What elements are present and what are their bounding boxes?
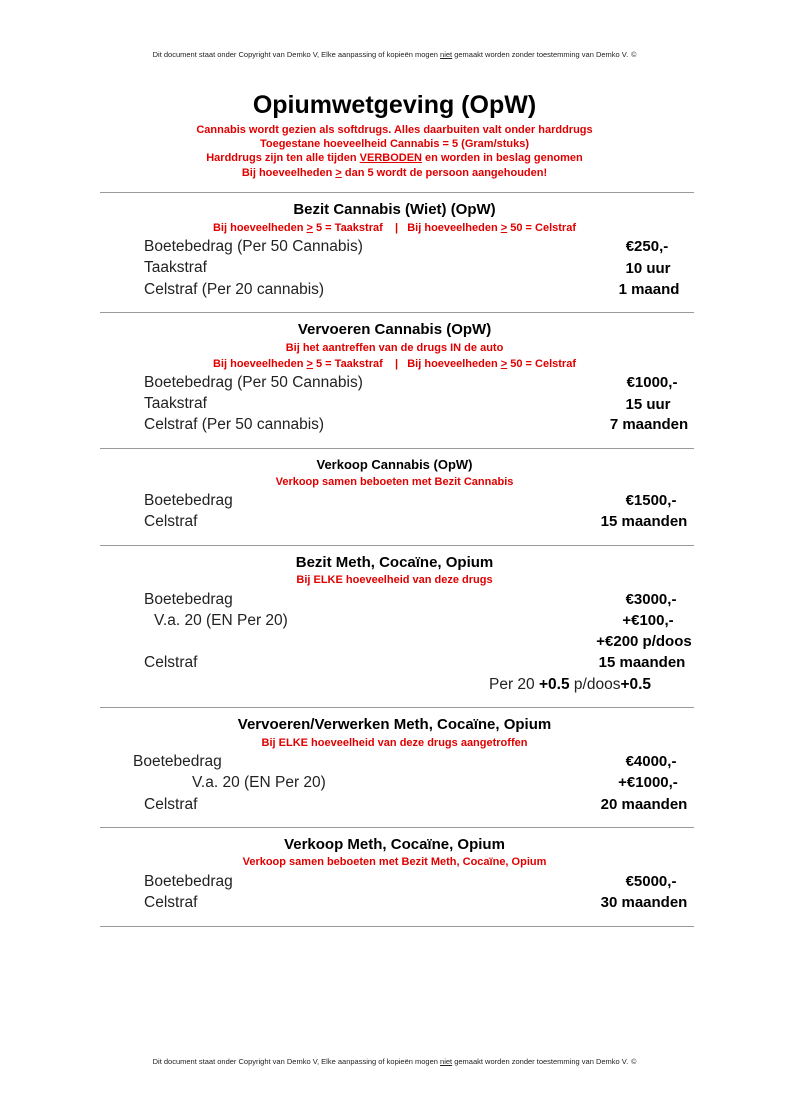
row-label: Boetebedrag (Per 50 Cannabis) xyxy=(144,374,363,391)
divider xyxy=(100,545,694,546)
divider xyxy=(100,827,694,828)
row-value: 30 maanden xyxy=(600,894,688,911)
row-label: Celstraf xyxy=(144,796,198,813)
row-label: Celstraf xyxy=(144,513,198,530)
extra-rate: Per 20 +0.5 p/doos+0.5 xyxy=(489,676,652,693)
row-value: 15 maanden xyxy=(598,654,686,671)
row-value: +€100,- xyxy=(622,612,674,629)
intro-notes: Cannabis wordt gezien als softdrugs. Alles daarbuiten valt onder harddrugs Toegestane hoeveelheid Cannabis = 5 (Gram/stuks) Harddrugs zijn ten alle tijden VERBODEN en worden in beslag genomen Bij hoeveelheden > dan 5 wordt de persoon aangehouden! xyxy=(196,124,593,179)
divider xyxy=(100,707,694,708)
row-value: 10 uur xyxy=(625,260,671,277)
copyright-footer: Dit document staat onder Copyright van Demko V, Elke aanpassing of kopieën mogen niet gemaakt worden zonder toestemming van Demko V. © xyxy=(152,1057,637,1066)
divider xyxy=(100,448,694,449)
copyright-icon: © xyxy=(631,1059,637,1066)
row-value: €3000,- xyxy=(625,591,677,608)
row-value: €4000,- xyxy=(625,753,677,770)
row-label: Celstraf (Per 50 cannabis) xyxy=(144,416,325,433)
section-title: Bezit Cannabis (Wiet) (OpW) xyxy=(293,201,496,218)
row-label: Taakstraf xyxy=(144,259,207,276)
copyright-icon: © xyxy=(631,52,637,59)
row-value: €250,- xyxy=(625,238,669,255)
row-value: 7 maanden xyxy=(609,416,689,433)
section-note: Bij hoeveelheden > 5 = Taakstraf | Bij hoeveelheden > 50 = Celstraf xyxy=(212,358,576,370)
section-title: Verkoop Cannabis (OpW) xyxy=(316,457,473,472)
row-label: V.a. 20 (EN Per 20) xyxy=(154,612,288,629)
row-value: €5000,- xyxy=(625,873,677,890)
section-title: Vervoeren/Verwerken Meth, Cocaïne, Opium xyxy=(237,716,552,733)
section-note: Bij hoeveelheden > 5 = Taakstraf | Bij hoeveelheden > 50 = Celstraf xyxy=(212,222,576,234)
row-label: Boetebedrag (Per 50 Cannabis) xyxy=(144,238,363,255)
row-value: €1000,- xyxy=(626,374,678,391)
row-label: Boetebedrag xyxy=(133,753,222,770)
row-label: Boetebedrag xyxy=(144,591,233,608)
row-value: 1 maand xyxy=(618,281,680,298)
row-value: 20 maanden xyxy=(600,796,688,813)
row-label: Boetebedrag xyxy=(144,873,233,890)
section-note: Verkoop samen beboeten met Bezit Cannabis xyxy=(275,476,514,488)
section-title: Vervoeren Cannabis (OpW) xyxy=(297,321,492,338)
row-label: Taakstraf xyxy=(144,395,207,412)
section-note: Bij ELKE hoeveelheid van deze drugs xyxy=(296,574,493,586)
section-note: Verkoop samen beboeten met Bezit Meth, Cocaïne, Opium xyxy=(242,856,547,868)
divider xyxy=(100,192,694,193)
row-value: €1500,- xyxy=(625,492,677,509)
row-label: Celstraf xyxy=(144,654,198,671)
row-value: 15 uur xyxy=(625,396,671,413)
divider xyxy=(100,926,694,927)
row-value: +€200 p/doos xyxy=(596,633,692,650)
copyright-header: Dit document staat onder Copyright van Demko V, Elke aanpassing of kopieën mogen niet gemaakt worden zonder toestemming van Demko V. © xyxy=(152,50,637,59)
row-value: 15 maanden xyxy=(600,513,688,530)
divider xyxy=(100,312,694,313)
row-label: Celstraf (Per 20 cannabis) xyxy=(144,281,325,298)
section-note: Bij het aantreffen van de drugs IN de auto xyxy=(285,342,504,354)
row-label: Boetebedrag xyxy=(144,492,233,509)
section-title: Bezit Meth, Cocaïne, Opium xyxy=(295,554,494,571)
row-label: V.a. 20 (EN Per 20) xyxy=(192,774,326,791)
section-title: Verkoop Meth, Cocaïne, Opium xyxy=(284,836,505,853)
section-note: Bij ELKE hoeveelheid van deze drugs aangetroffen xyxy=(261,737,528,749)
row-value: +€1000,- xyxy=(618,774,678,791)
row-label: Celstraf xyxy=(144,894,198,911)
page-title: Opiumwetgeving (OpW) xyxy=(252,91,537,119)
